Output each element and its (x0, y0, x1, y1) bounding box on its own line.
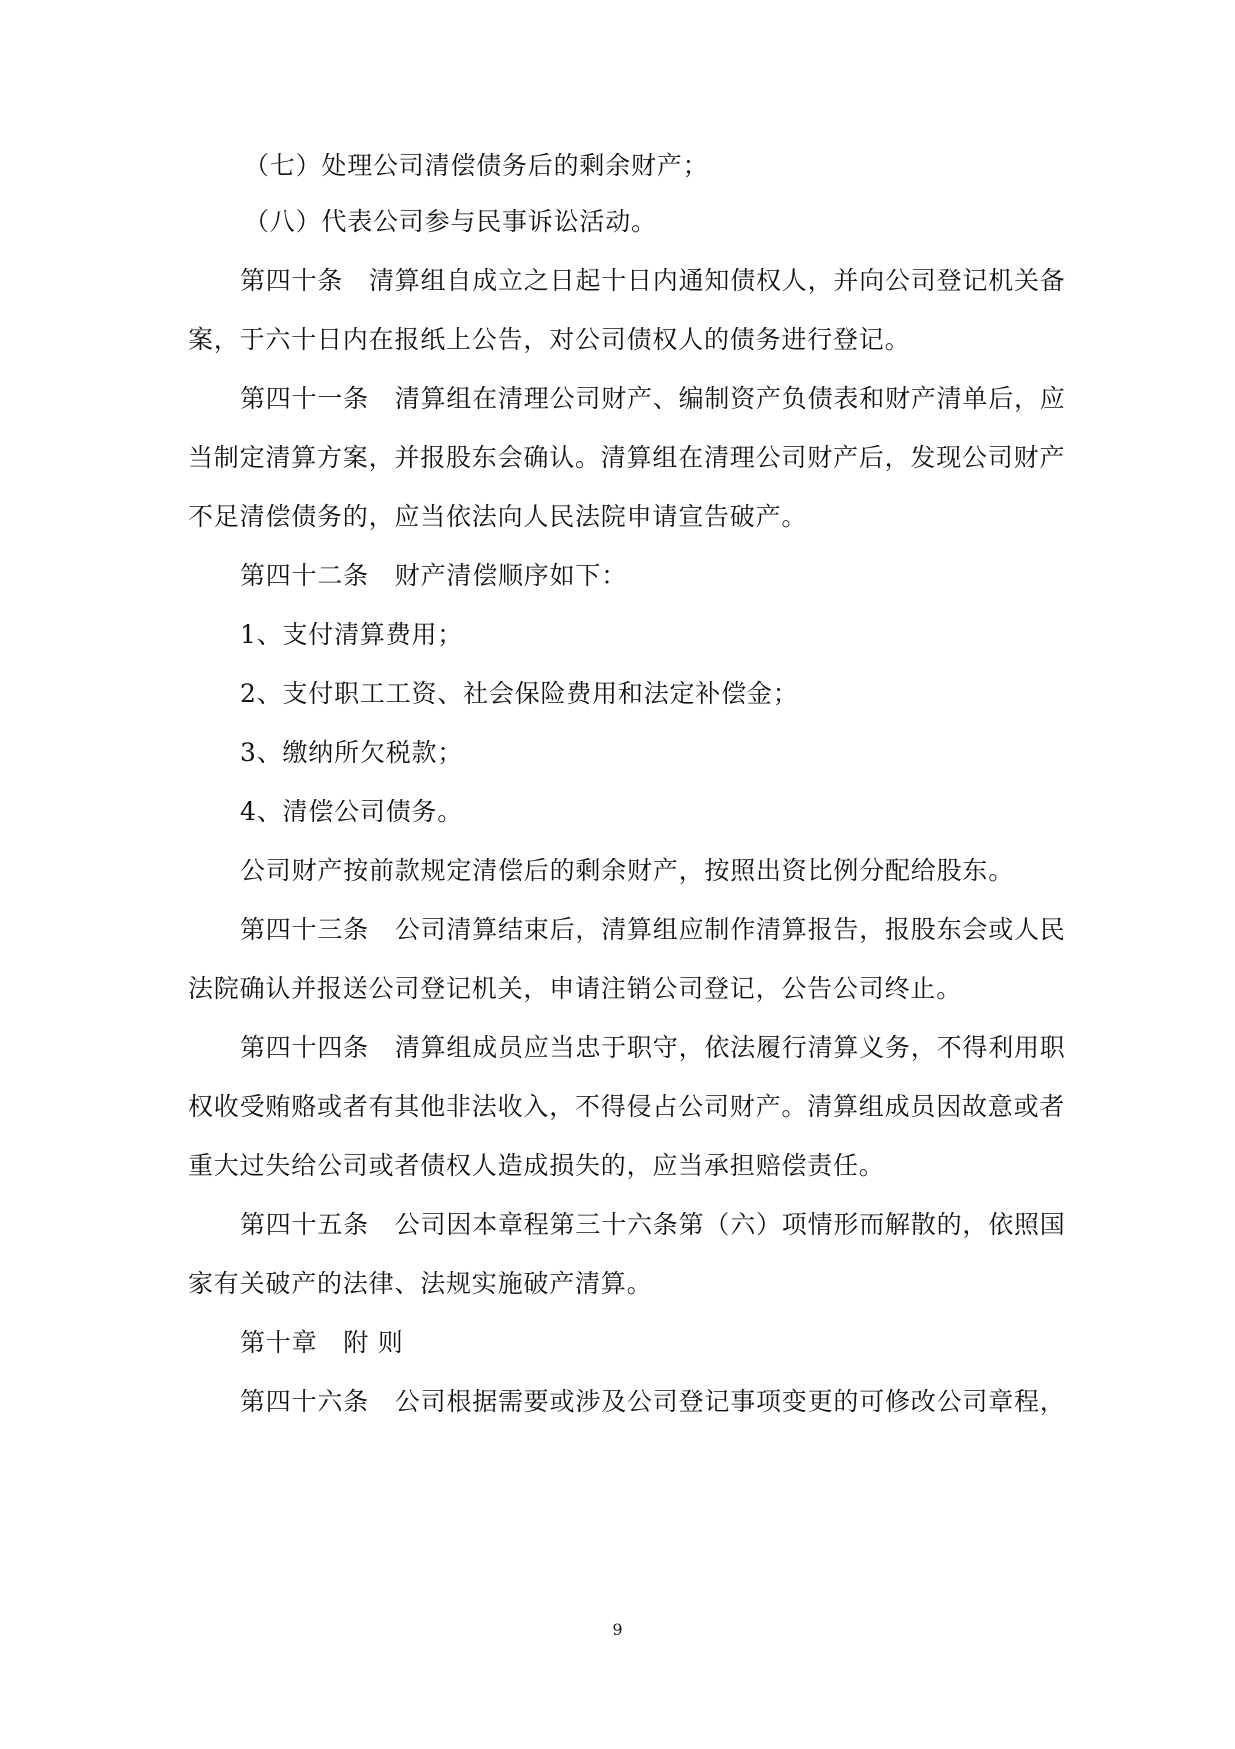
text-line: 第四十一条 清算组在清理公司财产、编制资产负债表和财产清单后，应 (240, 384, 1066, 413)
text-line: 法院确认并报送公司登记机关，申请注销公司登记，公告公司终止。 (188, 974, 963, 1003)
text-line: 家有关破产的法律、法规实施破产清算。 (188, 1269, 653, 1298)
text-line: 第四十四条 清算组成员应当忠于职守，依法履行清算义务，不得利用职 (240, 1033, 1066, 1062)
text-line: 4、清偿公司债务。 (240, 797, 464, 826)
page-number: 9 (612, 1620, 623, 1639)
text-line: 权收受贿赂或者有其他非法收入，不得侵占公司财产。清算组成员因故意或者 (188, 1092, 1066, 1121)
text-line: 第四十五条 公司因本章程第三十六条第（六）项情形而解散的，依照国 (240, 1210, 1066, 1239)
text-line: 重大过失给公司或者债权人造成损失的，应当承担赔偿责任。 (188, 1151, 885, 1180)
text-line: 当制定清算方案，并报股东会确认。清算组在清理公司财产后，发现公司财产 (188, 443, 1066, 472)
text-line: 3、缴纳所欠税款； (240, 738, 464, 767)
text-line: 2、支付职工工资、社会保险费用和法定补偿金； (240, 679, 799, 708)
text-line: 第四十六条 公司根据需要或涉及公司登记事项变更的可修改公司章程， (240, 1387, 1066, 1416)
text-line: 不足清偿债务的，应当依法向人民法院申请宣告破产。 (188, 502, 808, 531)
text-line: 公司财产按前款规定清偿后的剩余财产，按照出资比例分配给股东。 (240, 856, 1015, 885)
text-line: 第四十二条 财产清偿顺序如下： (240, 561, 628, 590)
text-line: 1、支付清算费用； (240, 620, 464, 649)
text-line: （七）处理公司清偿债务后的剩余财产； (244, 151, 709, 180)
text-line: 案，于六十日内在报纸上公告，对公司债权人的债务进行登记。 (188, 325, 911, 354)
text-line: 第四十条 清算组自成立之日起十日内通知债权人，并向公司登记机关备 (240, 266, 1066, 295)
text-line: 第四十三条 公司清算结束后，清算组应制作清算报告，报股东会或人民 (240, 915, 1066, 944)
text-line: （八）代表公司参与民事诉讼活动。 (244, 207, 657, 236)
chapter-heading: 第十章 附 则 (240, 1328, 404, 1357)
